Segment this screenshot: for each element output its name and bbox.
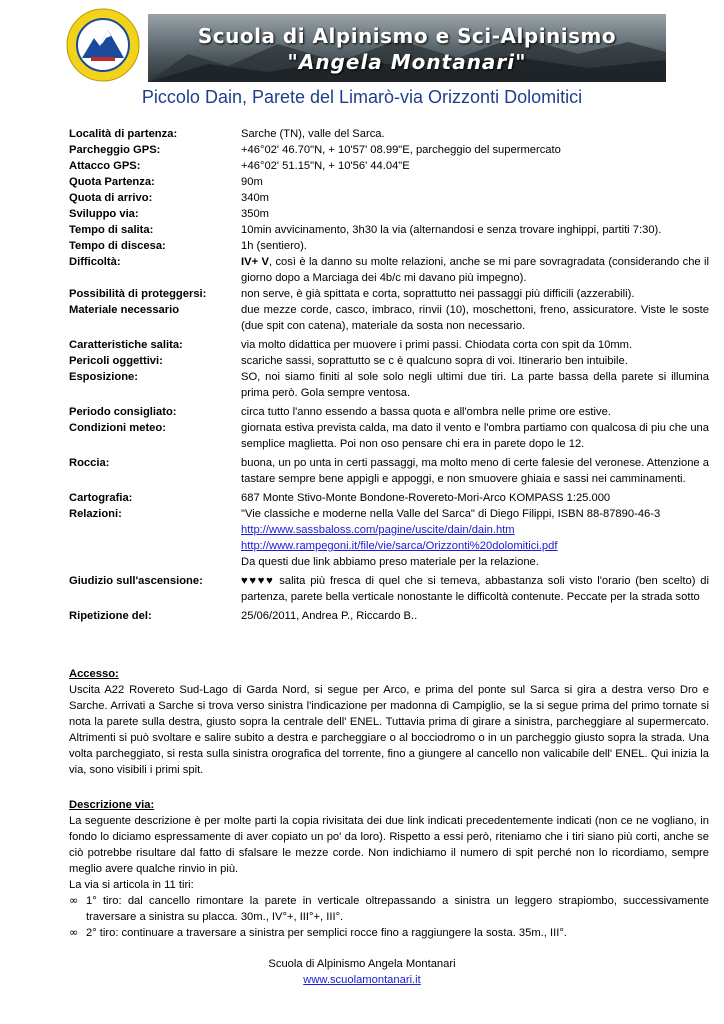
info-value: circa tutto l'anno essendo a bassa quota e all'ombra nelle prime ore estive.	[241, 406, 611, 418]
info-label: Relazioni:	[69, 508, 122, 520]
info-row	[69, 174, 709, 190]
info-value: 687 Monte Stivo-Monte Bondone-Rovereto-Mori-Arco KOMPASS 1:25.000	[241, 492, 611, 504]
info-row	[69, 126, 709, 142]
info-value: 90m	[241, 176, 263, 188]
info-label: Parcheggio GPS:	[69, 144, 161, 156]
difficulty-note: , così è la danno su molte relazioni, anche se mi pare sovragradata (considerando che il giorno dopo a Marciaga dei 4b/c mi davano più impegno).	[241, 256, 709, 284]
info-label: Ripetizione del:	[69, 610, 152, 622]
info-value: non serve, è già spittata e corta, soprattutto nei passaggi più difficili (azzerabili).	[241, 288, 635, 300]
info-label: Giudizio sull'ascensione:	[69, 575, 203, 587]
accesso-heading: Accesso:	[69, 668, 119, 680]
info-label: Condizioni meteo:	[69, 422, 166, 434]
info-value: 10min avvicinamento, 3h30 la via (alternandosi e senza trovare inghippi, partiti 7:30).	[241, 224, 662, 236]
info-value: due mezze corde, casco, imbraco, rinvii (10), moschettoni, freno, assicuratore. Viste le soste (due spit con catena), materiale da sosta non necessario.	[241, 304, 709, 332]
accesso-text: Uscita A22 Rovereto Sud-Lago di Garda Nord, si segue per Arco, e prima del ponte sul Sarca si gira a destra verso Dro e Sarche. Arrivati a Sarche si trova verso sinistra l'indicazione per madonna di Campiglio, se la si segue prima del primo tornate si nota la parete sulla destra, giusto sopra la centrale dell' ENEL. Tuttavia prima di girare a sinistra, parcheggiare al supermercato. Altrimenti si può svoltare e salire subito a destra e parcheggiare o al bocciodromo o in un parcheggio giusto sopra la strada. Una volta parcheggiato, si resta sulla sinistra orografica del torrente, fino a giungere al cancello non valicabile dell' ENEL. Qui inizia la via, sono visibili i primi spit.	[69, 684, 709, 776]
info-label: Tempo di discesa:	[69, 240, 166, 252]
info-row	[69, 190, 709, 206]
info-label: Possibilità di proteggersi:	[69, 288, 207, 300]
info-row	[69, 222, 709, 238]
info-row	[69, 490, 709, 506]
list-item	[69, 893, 709, 925]
info-label: Quota di arrivo:	[69, 192, 153, 204]
footer-school: Scuola di Alpinismo Angela Montanari	[268, 958, 456, 970]
header-banner	[148, 14, 666, 82]
rating-hearts: ♥♥♥♥	[241, 575, 275, 587]
exposure-value: SO	[241, 371, 258, 383]
info-value: 1h (sentiero).	[241, 240, 307, 252]
info-value	[241, 254, 709, 286]
info-row	[69, 573, 709, 605]
info-label: Cartografia:	[69, 492, 133, 504]
list-item	[69, 925, 709, 941]
banner-line2: "Angela Montanari"	[287, 50, 527, 74]
difficulty-grade: IV+ V	[241, 256, 269, 268]
info-row	[69, 302, 709, 334]
tiro-text: 1° tiro: dal cancello rimontare la parete in verticale oltrepassando a sinistra un leggero strapiombo, successivamente traversare a sinistra su placca. 30m., IV°+, III°+, III°.	[86, 895, 709, 923]
descrizione-heading: Descrizione via:	[69, 799, 155, 811]
info-label: Periodo consigliato:	[69, 406, 177, 418]
banner-line1: Scuola di Alpinismo e Sci-Alpinismo	[197, 24, 617, 48]
info-value: +46°02' 46.70"N, + 10'57' 08.99"E, parcheggio del supermercato	[241, 144, 561, 156]
info-label: Caratteristiche salita:	[69, 339, 183, 351]
footer-website-link[interactable]: www.scuolamontanari.it	[303, 974, 421, 986]
info-row	[69, 254, 709, 286]
info-row	[69, 455, 709, 487]
info-value: +46°02' 51.15"N, + 10'56' 44.04"E	[241, 160, 410, 172]
relazioni-link-sassbaloss[interactable]: http://www.sassbaloss.com/pagine/uscite/dain/dain.htm	[241, 524, 515, 536]
bullet-symbol: ∞	[69, 926, 79, 939]
descrizione-text: La seguente descrizione è per molte parti la copia rivisitata dei due link indicati precedentemente indicati (non ce ne vogliano, in fondo lo diciamo espressamente di aver copiato un po' da loro). Rispetto a essi però, riteniamo che i tiri siano più corti, anche se ciò potrebbe risultare dal fatto di sfalsare le mezze corde. Non indichiamo il numero di spit perché non lo ricordiamo, sempre meglio avere qualche rinvio in più.	[69, 815, 709, 875]
info-label: Attacco GPS:	[69, 160, 141, 172]
info-value: scariche sassi, soprattutto se c è qualcuno sopra di voi. Itinerario ben intuibile.	[241, 355, 628, 367]
info-value: via molto didattica per muovere i primi passi. Chiodata corta con spit da 10mm.	[241, 339, 633, 351]
info-value	[241, 506, 709, 570]
info-label: Tempo di salita:	[69, 224, 154, 236]
info-row	[69, 608, 709, 624]
info-row	[69, 142, 709, 158]
relazioni-book: "Vie classiche e moderne nella Valle del Sarca" di Diego Filippi, ISBN 88-87890-46-3	[241, 508, 661, 520]
info-label: Materiale necessario	[69, 304, 180, 316]
info-value	[241, 573, 709, 605]
descrizione-intro: La via si articola in 11 tiri:	[69, 879, 194, 891]
info-row	[69, 404, 709, 420]
info-row	[69, 369, 709, 401]
info-label: Località di partenza:	[69, 128, 178, 140]
info-value: 350m	[241, 208, 269, 220]
rating-note: salita più fresca di quel che si temeva, abbastanza soli visto l'orario (ben scelto) di partenza, parete bella verticale nonostante le difficoltà contenute. Peccate per la strada sotto	[241, 575, 709, 603]
accesso-section	[69, 666, 709, 778]
bullet-symbol: ∞	[69, 894, 79, 907]
info-label: Difficoltà:	[69, 256, 121, 268]
info-value: Sarche (TN), valle del Sarca.	[241, 128, 385, 140]
info-value: 25/06/2011, Andrea P., Riccardo B..	[241, 610, 418, 622]
info-row	[69, 238, 709, 254]
info-value: giornata estiva prevista calda, ma dato il vento e l'ombra partiamo con qualcosa di piu che una semplice maglietta. Poi non oso pensare chi era in parete dopo le 12.	[241, 422, 709, 450]
info-row	[69, 286, 709, 302]
relazioni-note: Da questi due link abbiamo preso materiale per la relazione.	[241, 556, 539, 568]
info-label: Roccia:	[69, 457, 110, 469]
info-row	[69, 337, 709, 353]
descrizione-section	[69, 797, 709, 941]
info-label: Esposizione:	[69, 371, 138, 383]
route-info-table	[69, 126, 709, 624]
info-label: Pericoli oggettivi:	[69, 355, 163, 367]
info-row	[69, 506, 709, 570]
info-value	[241, 369, 709, 401]
info-value: buona, un po unta in certi passaggi, ma molto meno di certe falesie del veronese. Attenzione a tastare sempre bene appigli e appoggi, e non smuovere ghiaia e sassi nei camminamenti.	[241, 457, 709, 485]
page-title: Piccolo Dain, Parete del Limarò-via Orizzonti Dolomitici	[141, 87, 583, 107]
info-row	[69, 158, 709, 174]
info-row	[69, 420, 709, 452]
school-logo	[66, 8, 140, 82]
page-footer	[0, 956, 724, 988]
info-row	[69, 206, 709, 222]
info-label: Sviluppo via:	[69, 208, 139, 220]
relazioni-link-rampegoni[interactable]: http://www.rampegoni.it/file/vie/sarca/Orizzonti%20dolomitici.pdf	[241, 540, 558, 552]
info-row	[69, 353, 709, 369]
exposure-note: , noi siamo finiti al sole solo negli ultimi due tiri. La parte bassa della parete si illumina prima però. Gola sempre ventosa.	[241, 371, 709, 399]
tiro-text: 2° tiro: continuare a traversare a sinistra per semplici rocce fino a raggiungere la sosta. 35m., III°.	[86, 927, 567, 939]
info-value: 340m	[241, 192, 269, 204]
info-label: Quota Partenza:	[69, 176, 155, 188]
